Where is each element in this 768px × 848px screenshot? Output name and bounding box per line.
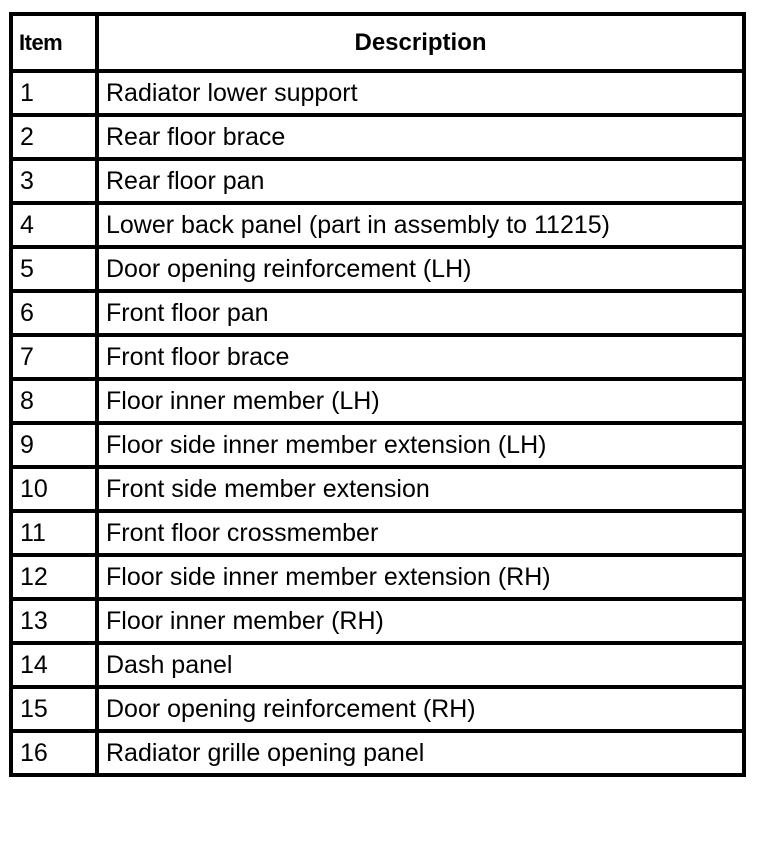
description-cell: Door opening reinforcement (RH) (97, 687, 744, 731)
item-number-cell: 4 (11, 203, 97, 247)
description-cell: Floor side inner member extension (RH) (97, 555, 744, 599)
table-row (11, 731, 744, 775)
table-row (11, 115, 744, 159)
item-column-header: Item (11, 14, 97, 71)
item-number-cell: 9 (11, 423, 97, 467)
description-cell: Door opening reinforcement (LH) (97, 247, 744, 291)
item-number-cell: 1 (11, 71, 97, 115)
table-row (11, 687, 744, 731)
description-cell: Lower back panel (part in assembly to 11215) (97, 203, 744, 247)
description-cell: Front floor crossmember (97, 511, 744, 555)
description-cell: Rear floor pan (97, 159, 744, 203)
table-row (11, 291, 744, 335)
description-cell: Front floor pan (97, 291, 744, 335)
table-row (11, 467, 744, 511)
item-number-cell: 3 (11, 159, 97, 203)
description-cell: Dash panel (97, 643, 744, 687)
item-number-cell: 11 (11, 511, 97, 555)
description-cell: Front side member extension (97, 467, 744, 511)
description-cell: Radiator grille opening panel (97, 731, 744, 775)
description-cell: Floor inner member (LH) (97, 379, 744, 423)
item-number-cell: 15 (11, 687, 97, 731)
table-row (11, 247, 744, 291)
item-number-cell: 16 (11, 731, 97, 775)
table-row (11, 599, 744, 643)
item-number-cell: 2 (11, 115, 97, 159)
table-row (11, 379, 744, 423)
table-row (11, 555, 744, 599)
header-row (11, 14, 744, 71)
item-number-cell: 13 (11, 599, 97, 643)
table-row (11, 335, 744, 379)
description-column-header: Description (97, 14, 744, 71)
table-row (11, 159, 744, 203)
table-row (11, 643, 744, 687)
item-number-cell: 5 (11, 247, 97, 291)
item-number-cell: 6 (11, 291, 97, 335)
table-row (11, 511, 744, 555)
description-cell: Floor side inner member extension (LH) (97, 423, 744, 467)
parts-table (9, 12, 746, 777)
table-row (11, 423, 744, 467)
item-number-cell: 12 (11, 555, 97, 599)
description-cell: Rear floor brace (97, 115, 744, 159)
description-cell: Radiator lower support (97, 71, 744, 115)
item-number-cell: 14 (11, 643, 97, 687)
table-row (11, 203, 744, 247)
table-row (11, 71, 744, 115)
description-cell: Floor inner member (RH) (97, 599, 744, 643)
item-number-cell: 10 (11, 467, 97, 511)
item-number-cell: 7 (11, 335, 97, 379)
item-number-cell: 8 (11, 379, 97, 423)
description-cell: Front floor brace (97, 335, 744, 379)
